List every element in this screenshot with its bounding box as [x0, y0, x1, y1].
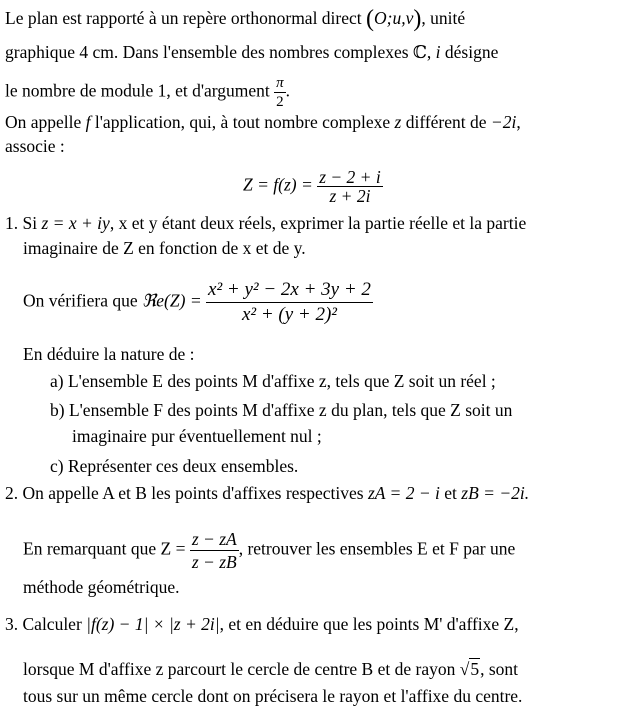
intro-line-3: le nombre de module 1, et d'argument $\frac{\pi}{2}$ .: [5, 75, 291, 110]
intro-line-2: graphique 4 cm. Dans l'ensemble des nombres complexes ℂ, i désigne: [5, 42, 499, 62]
intro-line-5: associe :: [5, 136, 65, 156]
q1-line-1: 1. Si z = x + iy, x et y étant deux réels, exprimer la partie réelle et la partie: [5, 213, 527, 233]
q1-deduce: En déduire la nature de :: [23, 344, 195, 364]
q2-line-1: 2. On appelle A et B les points d'affixes respectives zA = 2 − i et zB = −2i.: [5, 483, 530, 503]
q3-line-3: tous sur un même cercle dont on précisera le rayon et l'affixe du centre.: [23, 686, 523, 706]
intro-line-1: Le plan est rapporté à un repère orthonormal direct (O;u,v), unité: [5, 6, 466, 32]
q3-line-1: 3. Calculer |f(z) − 1| × |z + 2i|, et en déduire que les points M' d'affixe Z,: [5, 614, 519, 634]
q2-line-3: méthode géométrique.: [23, 577, 180, 597]
sqrt-radicand: 5: [470, 659, 480, 679]
q1-item-a: a) L'ensemble E des points M d'affixe z, tels que Z soit un réel ;: [50, 371, 496, 391]
pi-over-two: $\frac{\pi}{2}$: [276, 75, 284, 110]
q1-verify-formula: On vérifiera que ℜe(Z) = $\frac{\text{x² + y² − 2x + 3y + 2}}{\text{x² + (y + 2)²}}$: [23, 279, 371, 325]
definition-formula: Z = f(z) = $\frac{z - 2 + i}{z + 2i}$: [243, 167, 381, 206]
q2-remark-formula: En remarquant que Z = $\frac{z - zA}{z - zB}$ , retrouver les ensembles E et F par une: [23, 529, 516, 572]
modulus-expression: |f(z) − 1| × |z + 2i|: [86, 614, 220, 634]
q1-item-c: c) Représenter ces deux ensembles.: [50, 456, 299, 476]
q1-line-2: imaginaire de Z en fonction de x et de y.: [23, 238, 306, 258]
q1-item-b-2: imaginaire pur éventuellement nul ;: [72, 426, 322, 446]
q3-line-2: lorsque M d'affixe z parcourt le cercle de centre B et de rayon √5, sont: [23, 659, 519, 679]
frame-notation: O;u,v: [374, 8, 414, 28]
q1-item-b-1: b) L'ensemble F des points M d'affixe z du plan, tels que Z soit un: [50, 400, 513, 420]
intro-line-4: On appelle f l'application, qui, à tout nombre complexe z différent de −2i,: [5, 112, 521, 132]
